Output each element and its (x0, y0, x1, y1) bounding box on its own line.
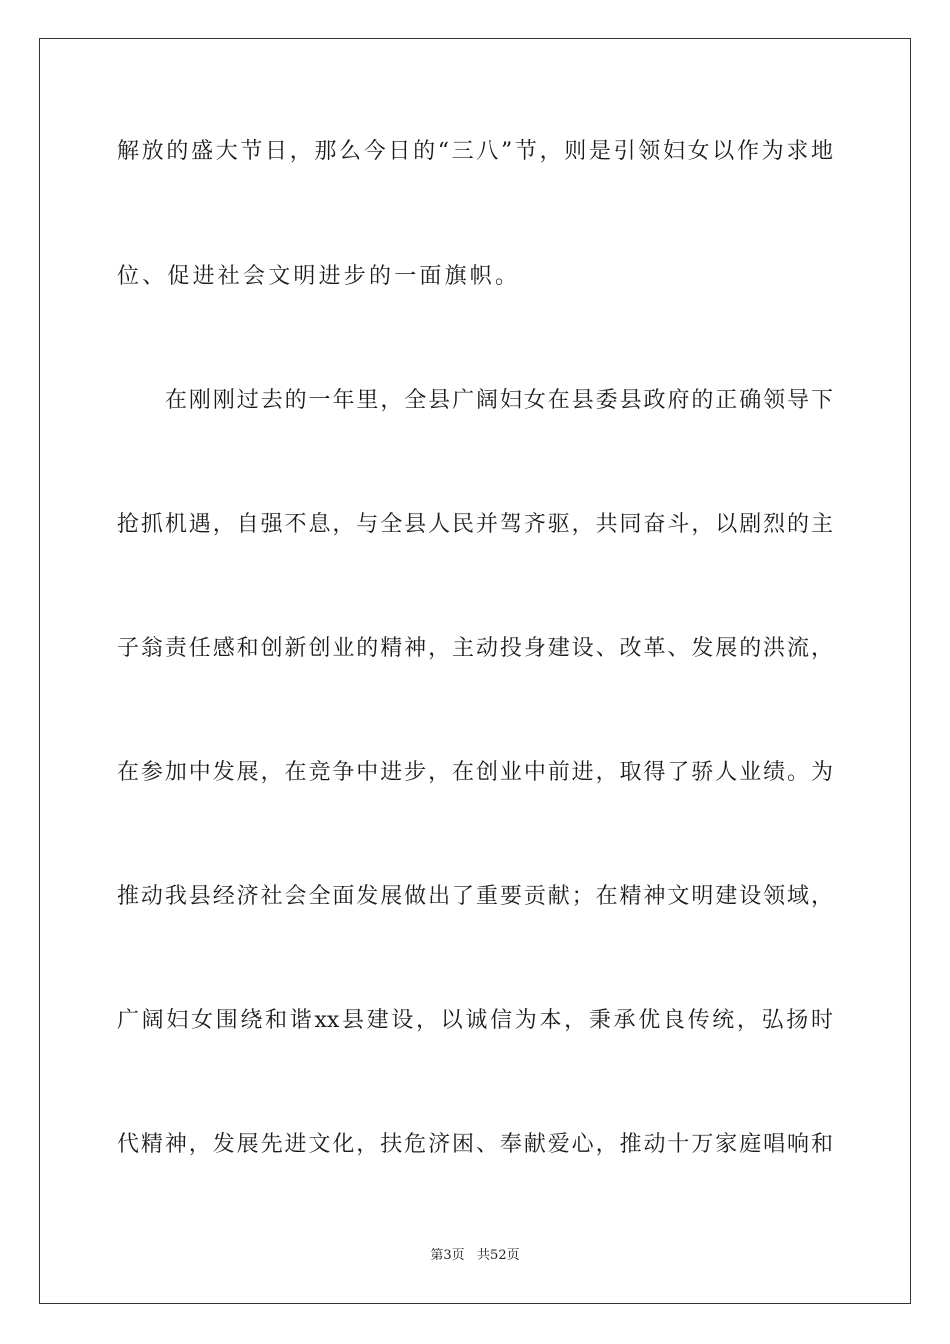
body-line-5: 子翁责任感和创新创业的精神，主动投身建设、改革、发展的洪流， (117, 636, 833, 661)
body-line-9: 代精神，发展先进文化，扶危济困、奉献爱心，推动十万家庭唱响和 (117, 1132, 833, 1157)
body-line-3: 在刚刚过去的一年里，全县广阔妇女在县委县政府的正确领导下 (165, 388, 833, 413)
body-line-2: 位、促进社会文明进步的一面旗帜。 (117, 264, 521, 289)
body-line-7: 推动我县经济社会全面发展做出了重要贡献；在精神文明建设领域， (117, 884, 833, 909)
body-line-8: 广阔妇女围绕和谐xx县建设，以诚信为本，秉承优良传统，弘扬时 (117, 1008, 833, 1033)
body-line-4: 抢抓机遇，自强不息，与全县人民并驾齐驱，共同奋斗，以剧烈的主 (117, 512, 833, 537)
body-line-1: 解放的盛大节日，那么今日的“三八”节，则是引领妇女以作为求地 (117, 139, 833, 164)
page-border (39, 38, 911, 1304)
page-number-footer: 第3页 共52页 (430, 1248, 520, 1263)
body-line-6: 在参加中发展，在竞争中进步，在创业中前进，取得了骄人业绩。为 (117, 760, 833, 785)
